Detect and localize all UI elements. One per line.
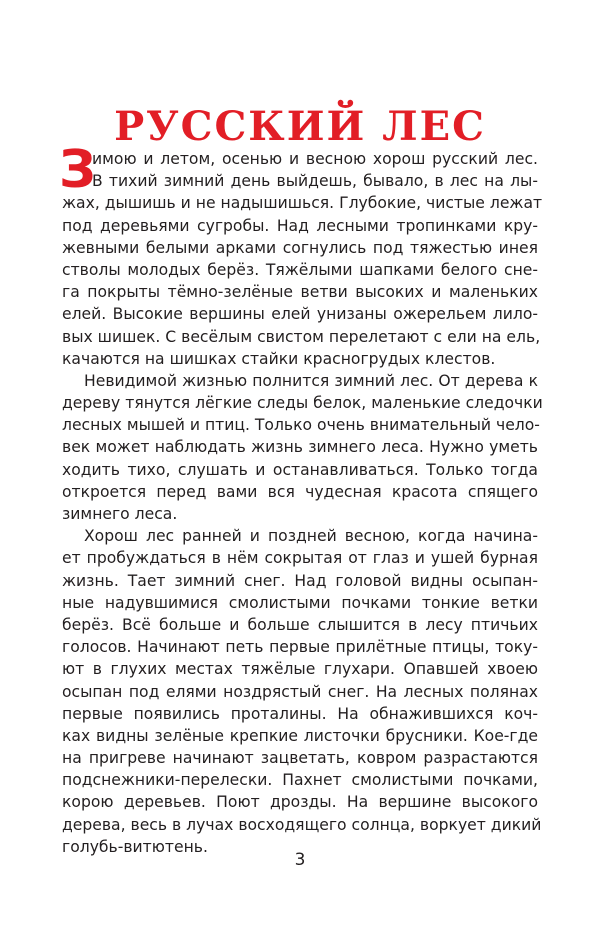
paragraph-3 [62,525,542,858]
page-title: РУССКИЙ ЛЕС [114,102,486,150]
text-line: на пригреве начинают зацветать, ковром разрастаются [62,749,538,768]
text-line: качаются на шишках стайки красногрудых клестов. [62,349,496,368]
text-line: ках видны зелёные крепкие листочки брусники. Кое-где [62,726,538,745]
text-line: голосов. Начинают петь первые прилётные птицы, току- [62,638,538,657]
text-line: ходить тихо, слушать и останавливаться. Только тогда [62,460,538,479]
text-line: га покрыты тёмно-зелёные ветви высоких и маленьких [62,283,538,302]
dropcap-letter: З [59,140,96,200]
text-line: жах, дышишь и не надышишься. Глубокие, чистые лежат [62,194,543,213]
text-line: дереву тянутся лёгкие следы белок, маленькие следочки [62,394,543,413]
text-line: Хорош лес ранней и поздней весною, когда начина- [84,527,538,546]
page-number: 3 [294,850,306,870]
text-line: корою деревьев. Поют дрозды. На вершине высокого [62,793,538,812]
text-line: имою и летом, осенью и весною хорош русский лес. [92,150,538,168]
text-line: под деревьями сугробы. Над лесными тропинками кру- [62,216,538,235]
text-line: берёз. Всё больше и больше слышится в лесу птичьих [62,615,538,634]
text-line: век может наблюдать жизнь зимнего леса. Нужно уметь [62,438,538,457]
text-line: елей. Высокие вершины елей унизаны ожерельем лило- [62,305,538,324]
text-line: подснежники-перелески. Пахнет смолистыми почками, [62,771,538,790]
text-line: первые появились проталины. На обнажившихся коч- [62,704,538,723]
text-line: ет пробуждаться в нём сокрытая от глаз и ушей бурная [62,549,538,568]
text-line: дерева, весь в лучах восходящего солнца, воркует дикий [62,815,542,834]
body-text [59,140,543,858]
text-line: лесных мышей и птиц. Только очень внимательный чело- [62,416,540,435]
text-line: стволы молодых берёз. Тяжёлыми шапками белого сне- [62,260,538,279]
text-line: голубь-витютень. [62,837,208,856]
text-line: Невидимой жизнью полнится зимний лес. От дерева к [84,371,538,390]
text-line: жевными белыми арками согнулись под тяжестью инея [62,238,538,257]
text-line: откроется перед вами вся чудесная красота спящего [62,482,538,501]
text-line: ют в глухих местах тяжёлые глухари. Опавшей хвоею [62,660,538,679]
text-line: ные надувшимися смолистыми почками тонкие ветки [62,593,538,612]
paragraph-2 [62,370,543,525]
text-line: осыпан под елями ноздрястый снег. На лесных полянах [62,682,538,701]
text-line: В тихий зимний день выйдешь, бывало, в лес на лы- [92,172,538,191]
text-line: зимнего леса. [62,505,178,523]
text-line: вых шишек. С весёлым свистом перелетают с ели на ель, [62,327,541,346]
paragraph-1 [59,140,543,370]
text-line: жизнь. Тает зимний снег. Над головой видны осыпан- [62,571,538,590]
